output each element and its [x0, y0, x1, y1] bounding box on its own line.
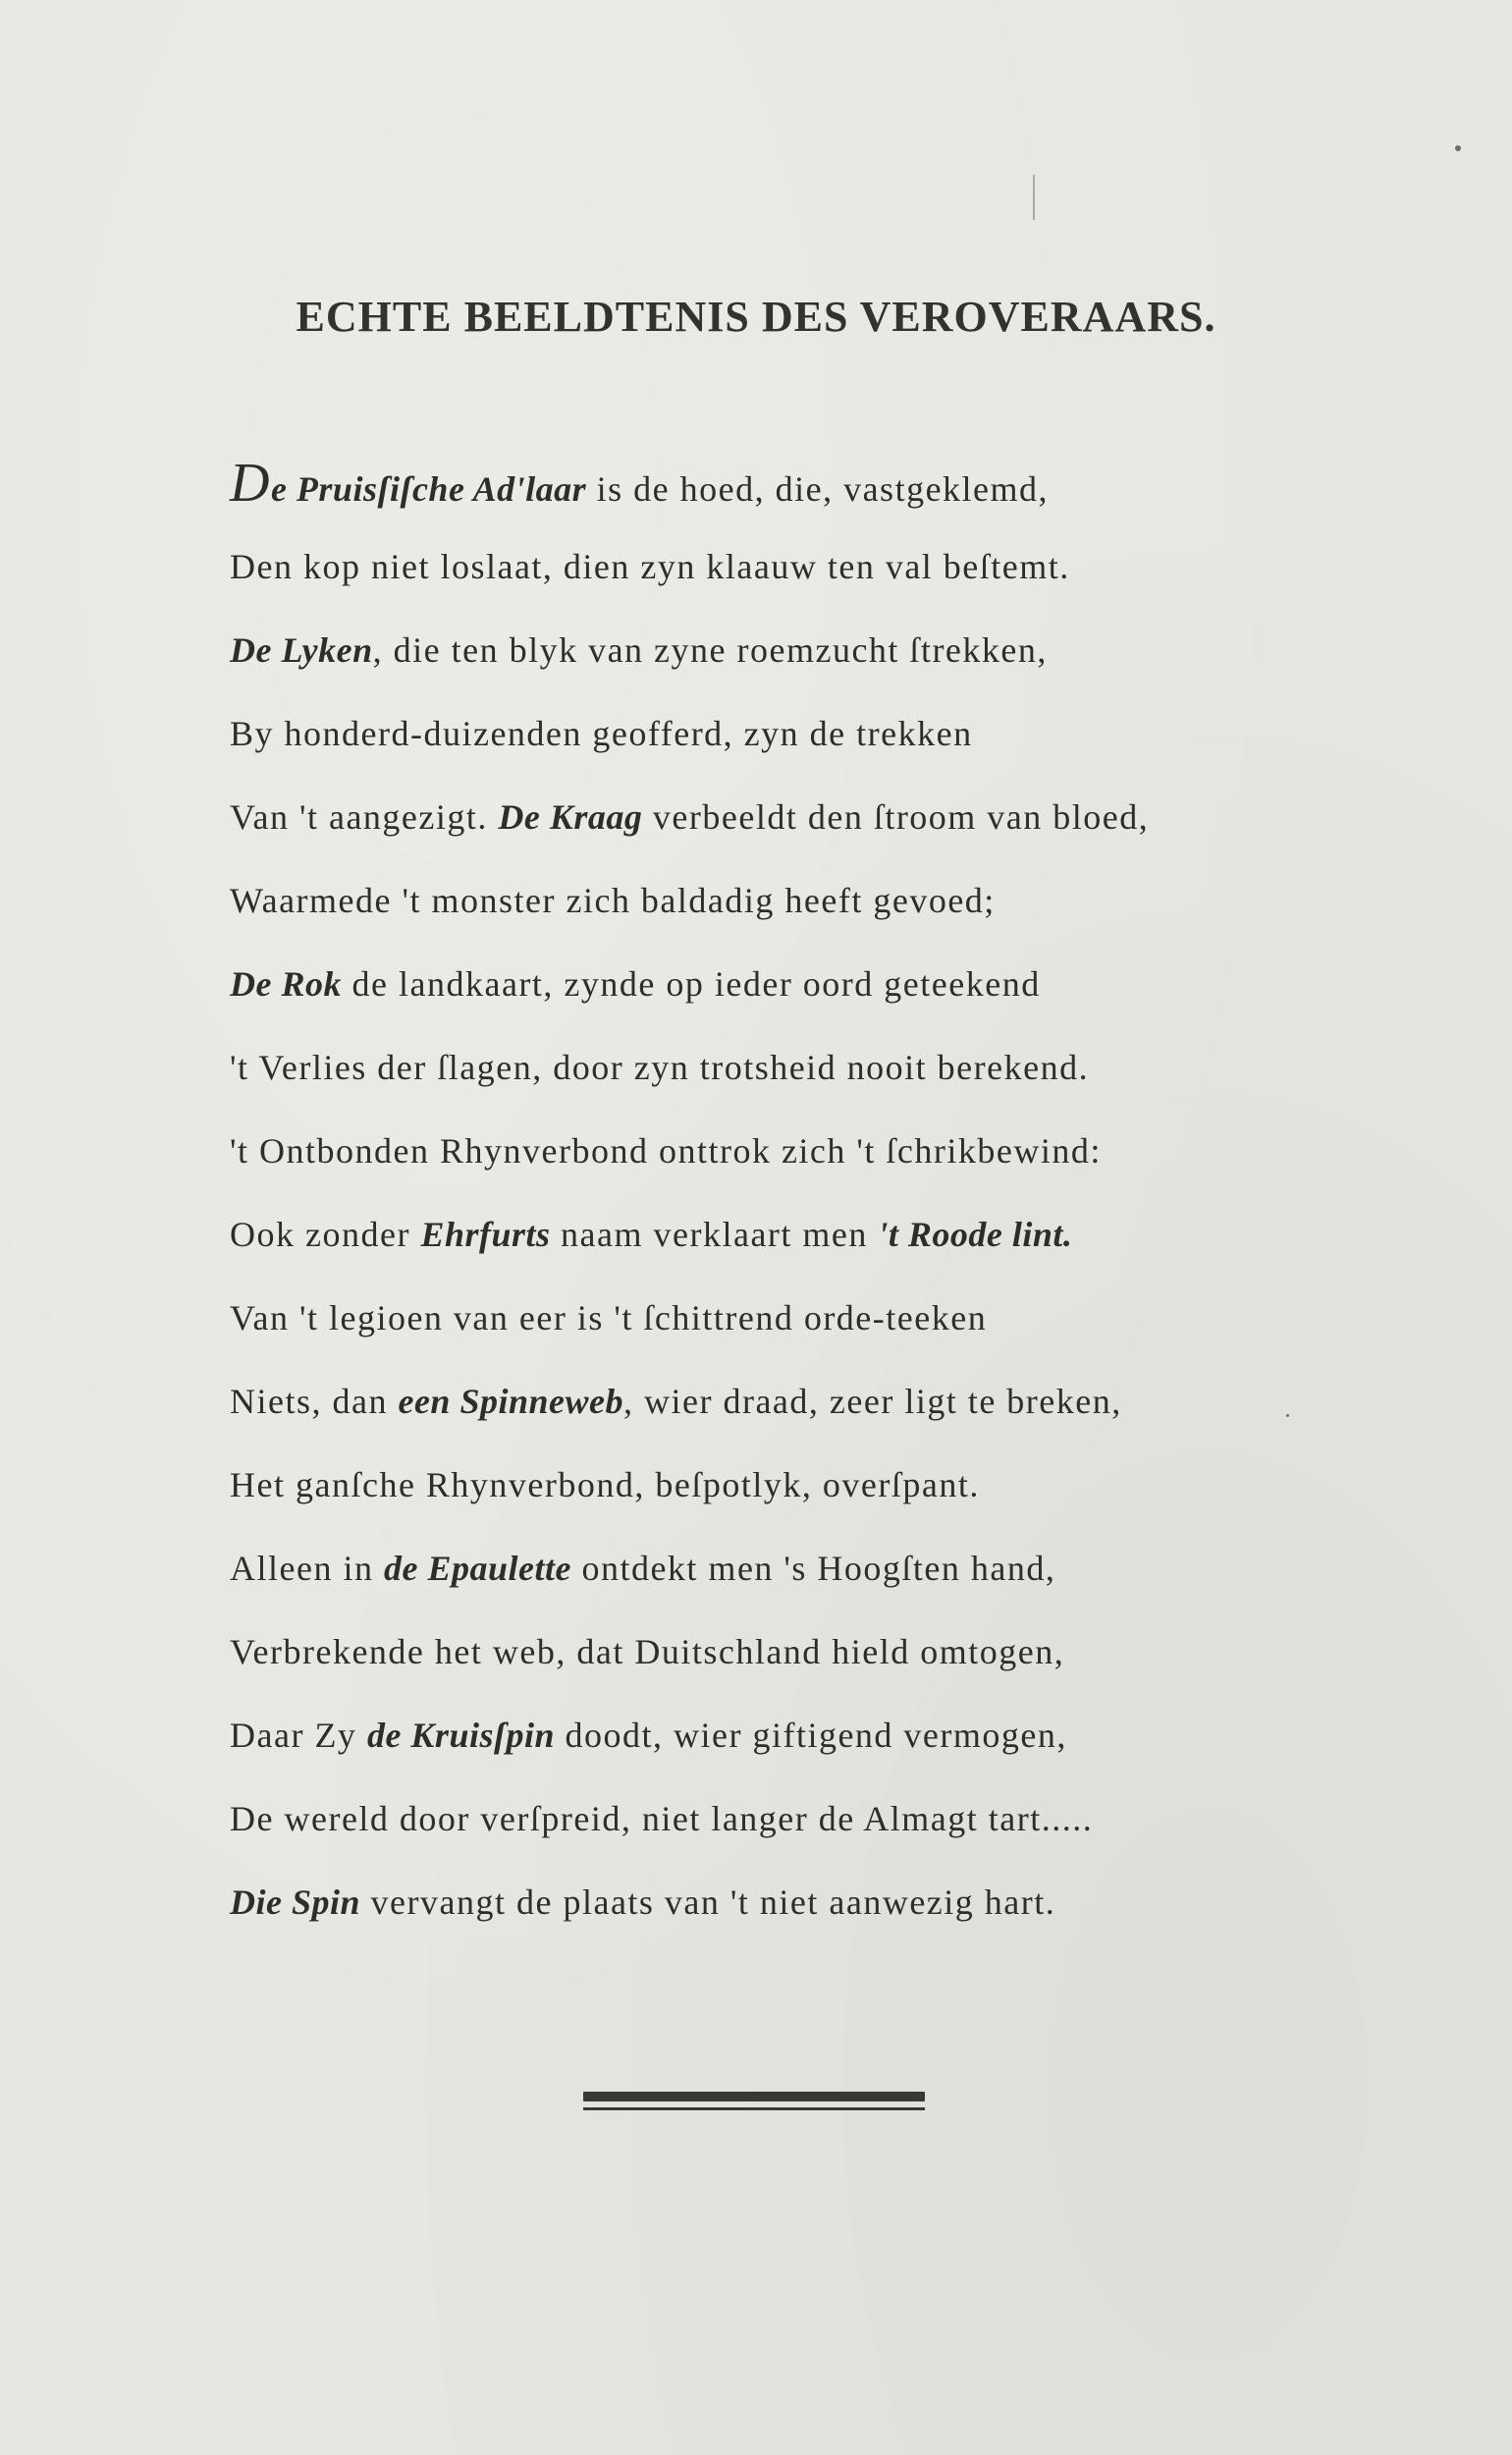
poem-line-italic-text: 't Roode lint. — [878, 1215, 1073, 1254]
poem-line-text: Alleen in — [230, 1549, 384, 1588]
poem-line-text: doodt, wier giftigend vermogen, — [554, 1716, 1067, 1755]
poem-line — [230, 1123, 1359, 1207]
poem-line — [230, 1624, 1359, 1708]
page-title: ECHTE BEELDTENIS DES VEROVERAARS. — [296, 293, 1216, 342]
poem-line — [230, 453, 1359, 539]
poem-line-text: de landkaart, zynde op ieder oord geteekend — [342, 964, 1041, 1004]
poem-line-text: 't Verlies der ſlagen, door zyn trotsheid nooit berekend. — [230, 1048, 1090, 1087]
page-mark — [1033, 175, 1035, 220]
closing-rule — [583, 2092, 925, 2110]
poem-line — [230, 1374, 1359, 1457]
poem-line — [230, 873, 1359, 956]
poem-body — [230, 453, 1359, 1958]
poem-line-text: Den kop niet loslaat, dien zyn klaauw ten val beſtemt. — [230, 547, 1070, 586]
poem-line-italic-text: De Rok — [230, 964, 342, 1004]
poem-line-text: Ook zonder — [230, 1215, 421, 1254]
poem-line-text: vervangt de plaats van 't niet aanwezig hart. — [360, 1882, 1056, 1922]
poem-line-text: , wier draad, zeer ligt te breken, — [622, 1382, 1122, 1421]
poem-line-text: Van 't aangezigt. — [230, 797, 499, 837]
poem-line-text: verbeeldt den ſtroom van bloed, — [642, 797, 1150, 837]
poem-line-text: naam verklaart men — [550, 1215, 879, 1254]
poem-line-text: Niets, dan — [230, 1382, 399, 1421]
poem-line — [230, 1207, 1359, 1290]
poem-line-italic-text: een Spinneweb — [398, 1382, 623, 1421]
poem-line-text: , die ten blyk van zyne roemzucht ſtrekken, — [372, 630, 1048, 670]
poem-line-italic-text: de Epaulette — [383, 1549, 571, 1588]
rule-thin-line — [583, 2107, 925, 2110]
poem-line-text: By honderd-duizenden geofferd, zyn de trekken — [230, 714, 973, 753]
poem-line — [230, 790, 1359, 873]
poem-line — [230, 1708, 1359, 1791]
poem-line-italic-text: de Kruisſpin — [366, 1716, 555, 1755]
poem-line-italic-text: De Lyken — [230, 630, 373, 670]
poem-line — [230, 1040, 1359, 1123]
poem-line-text: Van 't legioen van eer is 't ſchittrend orde-teeken — [230, 1298, 988, 1337]
poem-line-italic-text: Die Spin — [230, 1882, 361, 1922]
poem-line — [230, 1791, 1359, 1875]
poem-line-italic-text: Ehrfurts — [420, 1215, 551, 1254]
poem-line-italic-text: e Pruisſiſche Ad'laar — [270, 469, 587, 509]
poem-line-text: 't Ontbonden Rhynverbond onttrok zich 't ſchrikbewind: — [230, 1131, 1102, 1171]
poem-line — [230, 706, 1359, 790]
poem-line — [230, 956, 1359, 1040]
rule-thick-line — [583, 2092, 925, 2101]
poem-line-italic-text: De Kraag — [498, 797, 643, 837]
poem-line — [230, 623, 1359, 706]
poem-initial-capital: D — [230, 453, 271, 514]
poem-line-text: De wereld door verſpreid, niet langer de Almagt tart..... — [230, 1799, 1094, 1838]
poem-line — [230, 539, 1359, 623]
poem-line-text: Waarmede 't monster zich baldadig heeft gevoed; — [230, 881, 996, 920]
poem-line — [230, 1290, 1359, 1374]
poem-line — [230, 1875, 1359, 1958]
poem-line-text: Het ganſche Rhynverbond, beſpotlyk, overſpant. — [230, 1465, 980, 1504]
poem-line — [230, 1541, 1359, 1624]
poem-line-text: is de hoed, die, vastgeklemd, — [586, 469, 1050, 509]
poem-line-text: ontdekt men 's Hoogſten hand, — [570, 1549, 1056, 1588]
poem-line-text: Daar Zy — [230, 1716, 367, 1755]
poem-line-text: Verbrekende het web, dat Duitschland hield omtogen, — [230, 1632, 1065, 1671]
poem-line — [230, 1457, 1359, 1541]
ink-speck — [1455, 145, 1461, 151]
